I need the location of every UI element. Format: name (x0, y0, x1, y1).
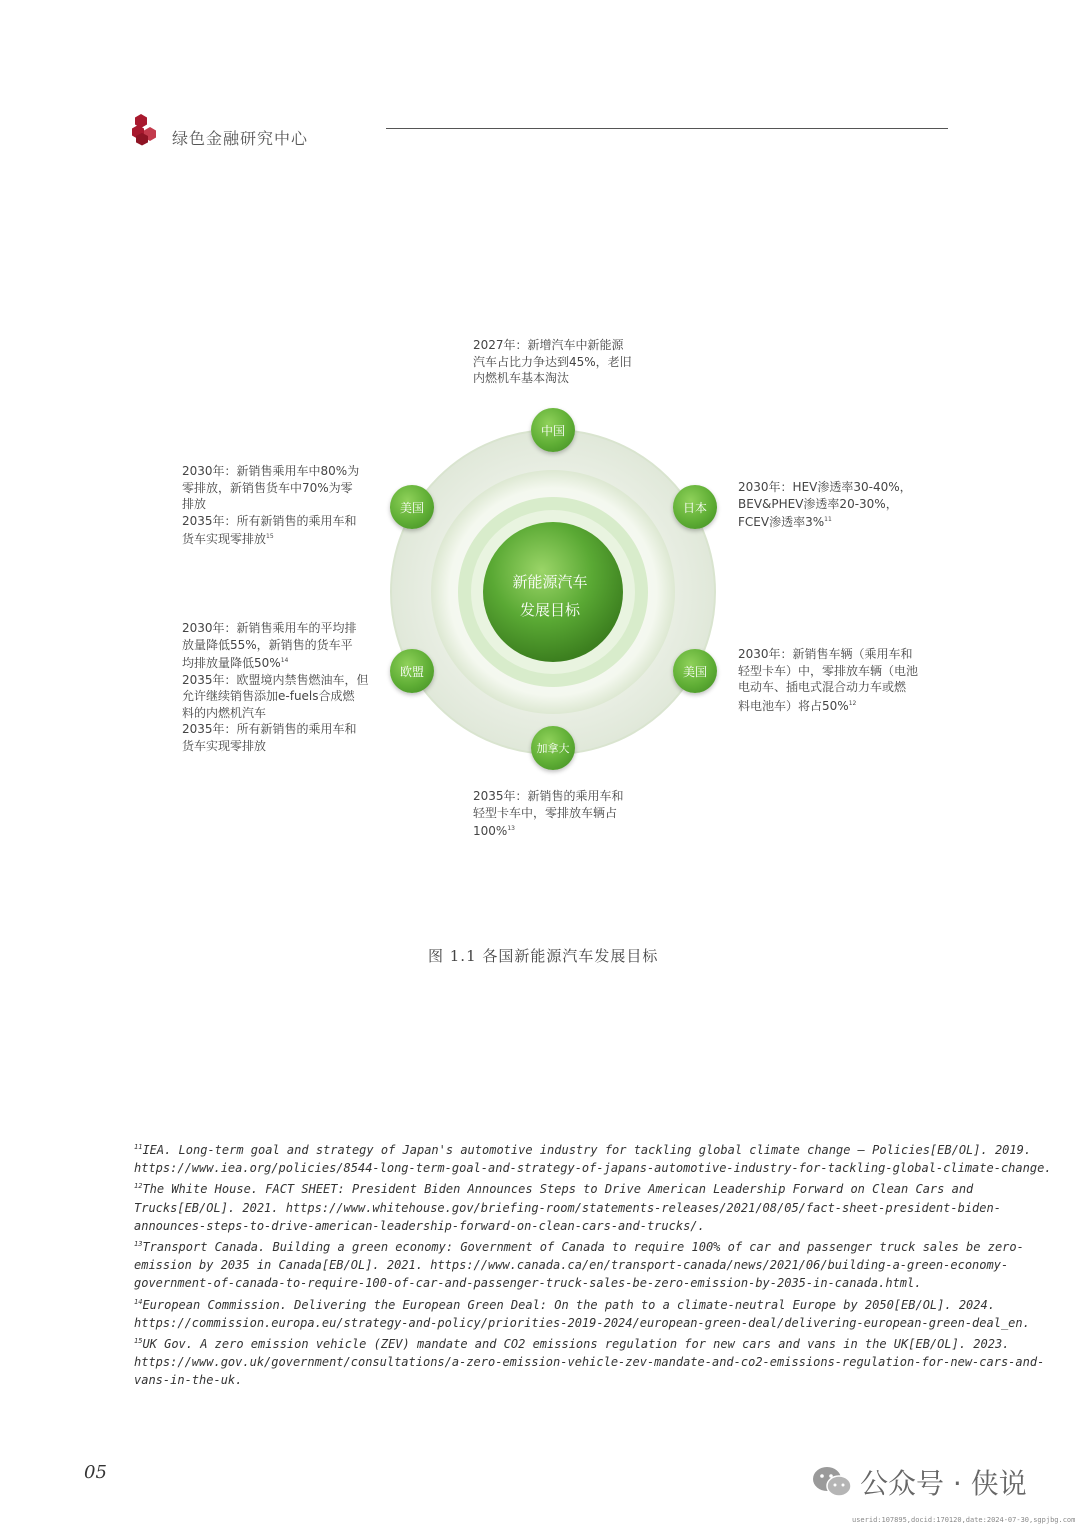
node-canada: 加拿大 (531, 726, 575, 770)
goal-text-china: 2027年：新增汽车中新能源 汽车占比力争达到45%，老旧 内燃机车基本淘汰 (473, 338, 632, 385)
meta-stamp: userid:107895,docid:170120,date:2024-07-30,sgpjbg.com (852, 1516, 1076, 1524)
page-number: 05 (84, 1462, 107, 1483)
goal-text-eu (182, 620, 369, 754)
goal-text-canada (473, 788, 624, 840)
footnote-text: UK Gov. A zero emission vehicle (ZEV) mandate and CO2 emissions regulation for new cars and vans in the UK[EB/OL]. 2023. https://www.gov.uk/government/consultations/a-zero-emission-vehicle-zev-mandate-and-co2-emissions-regulation-for-new-cars-and-vans-in-the-uk. (134, 1337, 1045, 1388)
footnote-ref: 13 (507, 825, 515, 832)
goal-text-eu-part2: 2035年：欧盟境内禁售燃油车，但 允许继续销售添加e-fuels合成燃 料的内燃机汽车 2035年：所有新销售的乘用车和 货车实现零排放 (182, 672, 369, 753)
center-label: 新能源汽车 发展目标 (512, 573, 588, 619)
footnote-ref: 11 (824, 516, 832, 523)
figure-caption: 图 1.1 各国新能源汽车发展目标 (428, 947, 659, 965)
goal-text-us-body: 2030年：新销售车辆（乘用车和 轻型卡车）中，零排放车辆（电池 电动车、插电式混合动力车或燃 料电池车）将占50% (738, 647, 919, 713)
goal-text-eu-part1: 2030年：新销售乘用车的平均排 放量降低55%，新销售的货车平 均排放量降低50% (182, 621, 357, 670)
wechat-icon (812, 1465, 852, 1499)
node-uk: 美国 (390, 485, 434, 529)
footnote-number: 13 (134, 1240, 143, 1249)
org-logo-icon (132, 114, 162, 146)
footnote-number: 12 (134, 1182, 143, 1191)
footnote-text: IEA. Long-term goal and strategy of Japan's automotive industry for tackling global climate change – Policies[EB/OL]. 2019. https://www.iea.org/policies/8544-long-term-goal-and-strategy-of-japans-automotive-industry-for-tackling-global-climate-change. (134, 1143, 1052, 1176)
footnote-text: The White House. FACT SHEET: President Biden Announces Steps to Drive American Leadership Forward on Clean Cars and Trucks[EB/OL]. 2021. https://www.whitehouse.gov/briefing-room/statements-releases/2021/08/05/fact-sheet-president-biden-announces-steps-to-drive-american-leadership-forward-on-clean-cars-and-trucks/. (134, 1182, 1001, 1233)
goal-text-uk-body: 2030年：新销售乘用车中80%为 零排放，新销售货车中70%为零 排放 2035年：所有新销售的乘用车和 货车实现零排放 (182, 464, 360, 546)
goal-text-japan-body: 2030年：HEV渗透率30-40%， BEV&PHEV渗透率20-30%， FCEV渗透率3% (738, 480, 912, 529)
goal-text-uk (182, 463, 359, 548)
footnote (134, 1293, 1064, 1332)
footnote (134, 1332, 1064, 1390)
footnote (134, 1138, 1064, 1177)
header-divider (386, 128, 948, 129)
footnote-ref: 15 (266, 533, 274, 540)
footnote-number: 14 (134, 1297, 143, 1306)
node-japan: 日本 (673, 485, 717, 529)
footnote-number: 15 (134, 1337, 143, 1346)
footnote (134, 1177, 1064, 1235)
footnote-text: Transport Canada. Building a green economy: Government of Canada to require 100% of car and passenger truck sales be zero-emission by 2035 in Canada[EB/OL]. 2021. https://www.canada.ca/en/transport-canada/news/2021/06/building-a-green-economy-government-of-canada-to-require-100-of-car-and-passenger-truck-sales-be-zero-emission-by-2035-in-canada.html. (134, 1240, 1024, 1291)
watermark-text: 公众号 · 侠说 (860, 1467, 1027, 1500)
goal-text-us (738, 646, 918, 714)
ev-goals-diagram (160, 330, 940, 860)
footnote-ref: 12 (848, 699, 857, 707)
footnote (134, 1235, 1064, 1293)
node-eu: 欧盟 (390, 649, 434, 693)
node-china: 中国 (531, 408, 575, 452)
watermark (812, 1462, 1027, 1502)
footnote-number: 11 (134, 1143, 143, 1151)
goal-text-canada-body: 2035年：新销售的乘用车和 轻型卡车中，零排放车辆占 100% (473, 789, 624, 838)
organization-name: 绿色金融研究中心 (172, 129, 309, 148)
footnote-text: European Commission. Delivering the European Green Deal: On the path to a climate-neutral Europe by 2050[EB/OL]. 2024. https://commission.europa.eu/strategy-and-policy/priorities-2019-2024/european-green-deal/delivering-european-green-deal_en. (134, 1297, 1030, 1330)
footnotes (134, 1138, 1064, 1390)
node-us-right: 美国 (673, 649, 717, 693)
goal-text-japan (738, 479, 912, 531)
footnote-ref: 14 (280, 657, 289, 664)
